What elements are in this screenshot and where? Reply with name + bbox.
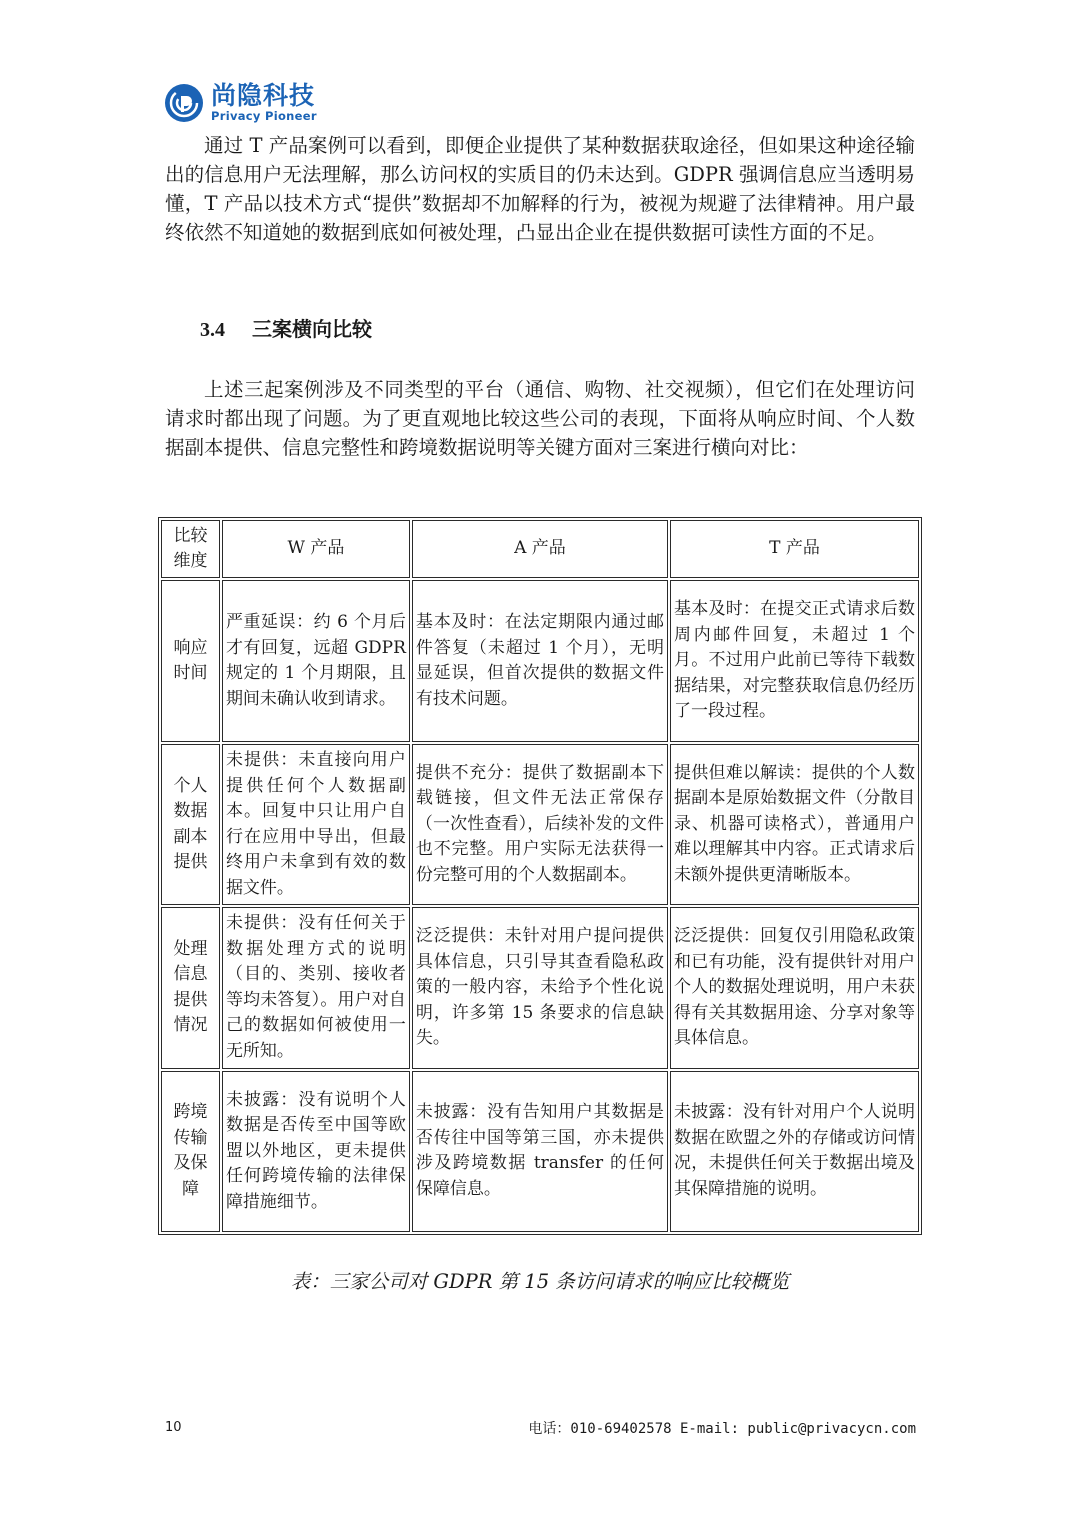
company-logo — [163, 80, 317, 126]
cell-w: 未提供：没有任何关于数据处理方式的说明（目的、类别、接收者等均未答复）。用户对自己的数据如何被使用一无所知。 — [222, 907, 410, 1068]
table-row — [161, 744, 919, 905]
cell-t: 泛泛提供：回复仅引用隐私政策和已有功能，没有提供针对用户个人的数据处理说明，用户未获得有关其数据用途、分享对象等具体信息。 — [670, 907, 919, 1068]
logo-chinese-name: 尚隐科技 — [211, 81, 316, 111]
page-number: 10 — [165, 1420, 182, 1435]
comparison-table — [158, 517, 922, 1235]
cell-a: 泛泛提供：未针对用户提问提供具体信息，只引导其查看隐私政策的一般内容，未给予个性化说明，许多第 15 条要求的信息缺失。 — [412, 907, 668, 1068]
footer-contact: 电话：010-69402578 E-mail: public@privacycn.com — [528, 1421, 916, 1437]
row-dimension: 处理信息提供情况 — [161, 907, 220, 1068]
privacy-pioneer-logo-icon — [163, 82, 205, 124]
table-row — [161, 1071, 919, 1232]
cell-a: 基本及时：在法定期限内通过邮件答复（未超过 1 个月），无明显延误，但首次提供的数据文件有技术问题。 — [412, 580, 668, 741]
section-paragraph: 上述三起案例涉及不同类型的平台（通信、购物、社交视频），但它们在处理访问请求时都出现了问题。为了更直观地比较这些公司的表现，下面将从响应时间、个人数据副本提供、信息完整性和跨境数据说明等关键方面对三案进行横向对比： — [165, 378, 915, 459]
section-title: 三案横向比较 — [252, 317, 372, 341]
header-a-product: A 产品 — [412, 520, 668, 578]
section-heading — [200, 313, 372, 342]
cell-a: 提供不充分：提供了数据副本下载链接，但文件无法正常保存（一次性查看），后续补发的文件也不完整。用户实际无法获得一份完整可用的个人数据副本。 — [412, 744, 668, 905]
cell-w: 未披露：没有说明个人数据是否传至中国等欧盟以外地区，更未提供任何跨境传输的法律保障措施细节。 — [222, 1071, 410, 1232]
header-t-product: T 产品 — [670, 520, 919, 578]
cell-w: 未提供：未直接向用户提供任何个人数据副本。回复中只让用户自行在应用中导出，但最终用户未拿到有效的数据文件。 — [222, 744, 410, 905]
cell-t: 基本及时：在提交正式请求后数周内邮件回复，未超过 1 个月。不过用户此前已等待下载数据结果，对完整获取信息仍经历了一段过程。 — [670, 580, 919, 741]
cell-t: 未披露：没有针对用户个人说明数据在欧盟之外的存储或访问情况，未提供任何关于数据出境及其保障措施的说明。 — [670, 1071, 919, 1232]
table-row — [161, 907, 919, 1068]
row-dimension: 跨境传输及保障 — [161, 1071, 220, 1232]
section-number: 3.4 — [200, 319, 225, 341]
logo-english-name: Privacy Pioneer — [211, 109, 317, 124]
header-w-product: W 产品 — [222, 520, 410, 578]
cell-a: 未披露：没有告知用户其数据是否传往中国等第三国，亦未提供涉及跨境数据 transfer 的任何保障信息。 — [412, 1071, 668, 1232]
row-dimension: 响应时间 — [161, 580, 220, 741]
header-dimension: 比较维度 — [161, 520, 220, 578]
cell-w: 严重延误：约 6 个月后才有回复，远超 GDPR 规定的 1 个月期限，且期间未确认收到请求。 — [222, 580, 410, 741]
cell-t: 提供但难以解读：提供的个人数据副本是原始数据文件（分散目录、机器可读格式），普通用户难以理解其中内容。正式请求后未额外提供更清晰版本。 — [670, 744, 919, 905]
intro-paragraph: 通过 T 产品案例可以看到，即便企业提供了某种数据获取途径，但如果这种途径输出的信息用户无法理解，那么访问权的实质目的仍未达到。GDPR 强调信息应当透明易懂，T 产品以技术方式“提供”数据却不加解释的行为，被视为规避了法律精神。用户最终依然不知道她的数据到底如何被处理，凸显出企业在提供数据可读性方面的不足。 — [165, 134, 915, 244]
table-row — [161, 580, 919, 741]
table-header-row — [161, 520, 919, 578]
row-dimension: 个人数据副本提供 — [161, 744, 220, 905]
table-caption: 表：三家公司对 GDPR 第 15 条访问请求的响应比较概览 — [290, 1270, 790, 1293]
